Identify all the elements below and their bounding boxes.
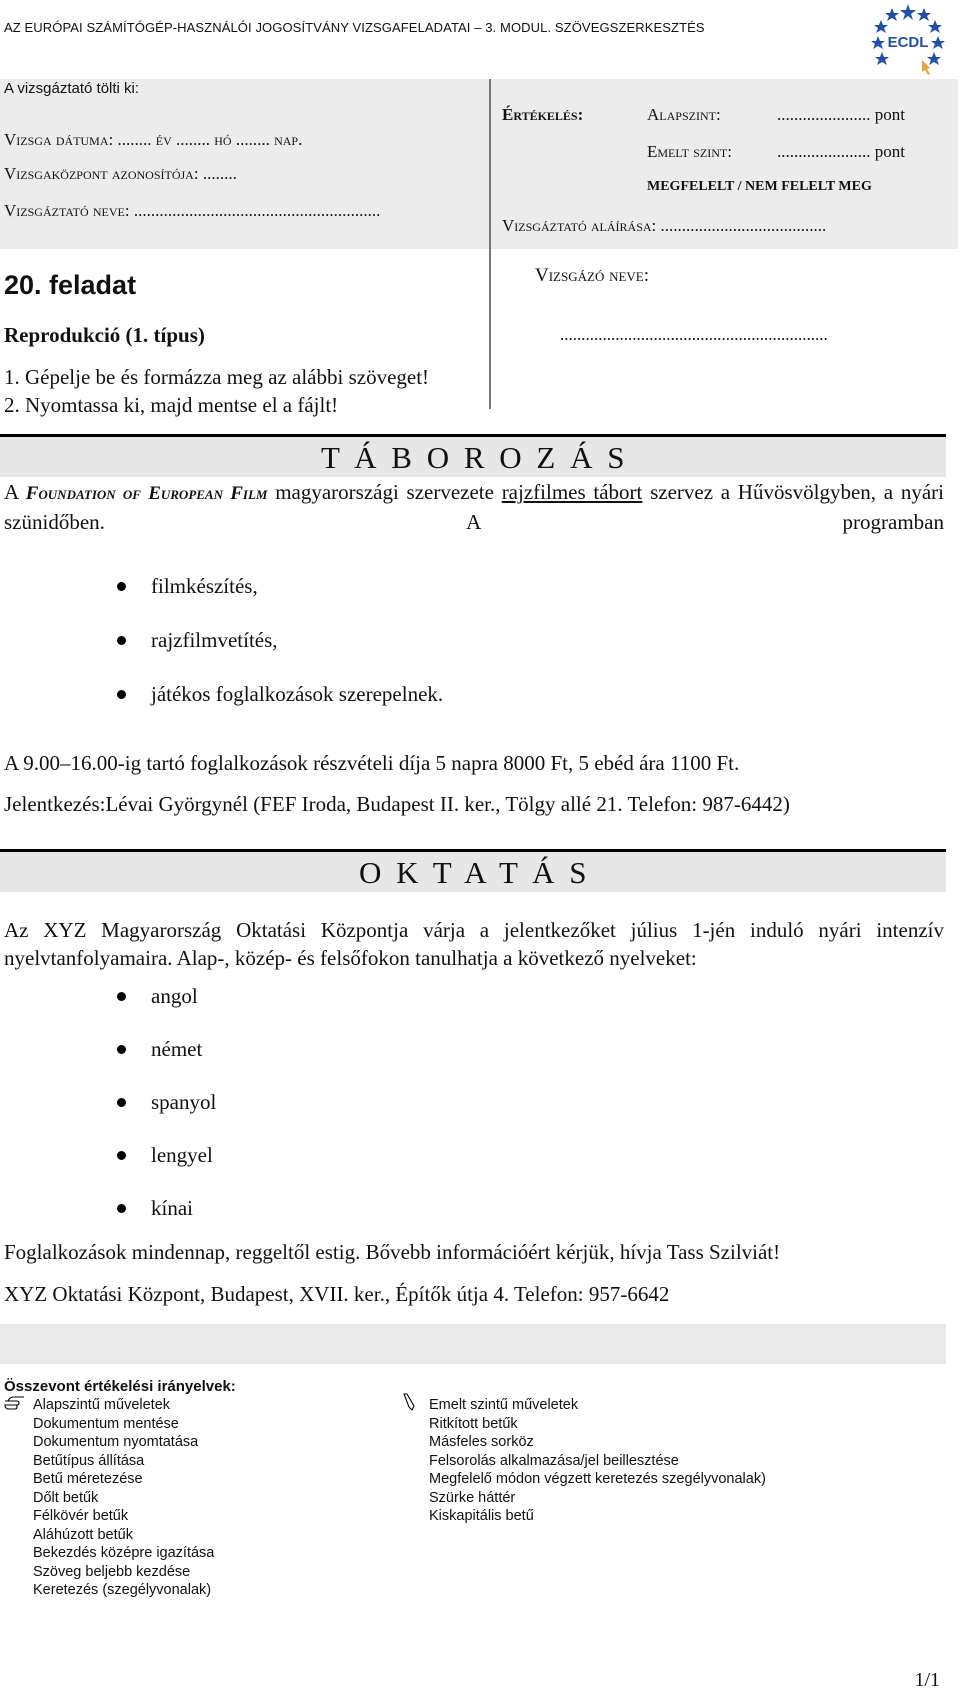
bullet-icon	[117, 1045, 126, 1054]
language-item: lengyel	[151, 1143, 213, 1167]
fee-line: A 9.00–16.00-ig tartó foglalkozások részvételi díja 5 napra 8000 Ft, 5 ebéd ára 1100 Ft.	[4, 751, 740, 775]
section2-intro: Az XYZ Magyarország Oktatási Központja várja a jelentkezőket július 1-jén induló nyári intenzív nyelvtanfolyamaira. Alap-, közép- és felsőfokon tanulhatja a következő nyelveket:	[4, 918, 944, 970]
underlined-text: rajzfilmes tábort	[501, 480, 643, 504]
advanced-guideline-item: Szürke háttér	[429, 1489, 516, 1506]
language-item: angol	[151, 984, 198, 1008]
task-step-1: 1. Gépelje be és formázza meg az alábbi szöveget!	[4, 365, 430, 389]
ecdl-logo-text: ECDL	[887, 34, 929, 51]
basic-guideline-item: Dokumentum nyomtatása	[33, 1434, 199, 1450]
pencil-icon	[400, 1393, 418, 1411]
vertical-divider	[489, 79, 491, 409]
examiner-fill-title: A vizsgáztató tölti ki:	[4, 80, 140, 97]
contact-line: Jelentkezés:Lévai Györgynél (FEF Iroda, Budapest II. ker., Tölgy allé 21. Telefon: 987-6442)	[4, 792, 790, 816]
bullet-icon	[117, 1204, 126, 1213]
signature-field: Vizsgáztató aláírása: .......................................	[502, 216, 827, 235]
address-line: XYZ Oktatási Központ, Budapest, XVII. ker., Építők útja 4. Telefon: 957-6642	[4, 1282, 670, 1306]
pass-fail-label: MEGFELELT / NEM FELELT MEG	[647, 179, 872, 194]
ecdl-logo	[864, 0, 952, 76]
document-header: AZ EURÓPAI SZÁMÍTÓGÉP-HASZNÁLÓI JOGOSÍTVÁNY VIZSGAFELADATAI – 3. MODUL. SZÖVEGSZERKESZTÉS	[4, 20, 705, 35]
bullet-icon	[117, 582, 126, 591]
grey-separator-band	[0, 1324, 946, 1364]
bullet-icon	[117, 1151, 126, 1160]
language-item: német	[151, 1037, 203, 1061]
basic-guideline-item: Félkövér betűk	[33, 1508, 129, 1524]
basic-guideline-item: Betű méretezése	[33, 1471, 143, 1487]
ecdl-stars-icon	[864, 0, 952, 76]
advanced-guideline-item: Ritkított betűk	[429, 1415, 518, 1432]
page-number: 1/1	[914, 1669, 940, 1691]
section1-intro: A Foundation of European Film magyarországi szervezete rajzfilmes tábort szervez a Hűvösvölgyben, a nyári szünidőben. A programban	[4, 480, 944, 534]
basic-guideline-item: Aláhúzott betűk	[33, 1526, 133, 1543]
task-title: 20. feladat	[4, 270, 137, 300]
examinee-name-field: ...............................................................	[560, 325, 828, 344]
evaluation-label: Értékelés:	[502, 105, 584, 124]
basic-points-field: ...................... pont	[777, 105, 905, 124]
list-item: rajzfilmvetítés,	[151, 628, 278, 652]
task-step-2: 2. Nyomtassa ki, majd mentse el a fájlt!	[4, 393, 339, 417]
org-name: Foundation of European Film	[25, 483, 268, 504]
basic-guideline-item: Alapszintű műveletek	[33, 1397, 171, 1413]
basic-guideline-item: Betűtípus állítása	[33, 1452, 145, 1469]
section-heading-oktatas: O K T A T Á S	[0, 849, 946, 892]
examiner-name-field: Vizsgáztató neve: ..........................................................	[4, 201, 381, 220]
pointing-hand-icon	[4, 1395, 26, 1411]
basic-guideline-item: Dőlt betűk	[33, 1489, 99, 1506]
section-heading-taborozas: T Á B O R O Z Á S	[0, 434, 946, 477]
task-subtitle: Reprodukció (1. típus)	[4, 323, 205, 347]
advanced-guideline-item: Kiskapitális betű	[429, 1508, 534, 1524]
advanced-guideline-item: Másfeles sorköz	[429, 1434, 534, 1450]
bullet-icon	[117, 690, 126, 699]
language-item: spanyol	[151, 1090, 217, 1114]
bullet-icon	[117, 636, 126, 645]
list-item: játékos foglalkozások szerepelnek.	[151, 682, 444, 706]
basic-guideline-item: Szöveg beljebb kezdése	[33, 1563, 191, 1580]
guidelines-title: Összevont értékelési irányelvek:	[4, 1378, 236, 1395]
basic-level-label: Alapszint:	[647, 105, 721, 124]
advanced-points-field: ...................... pont	[777, 142, 905, 161]
list-item: filmkészítés,	[151, 574, 258, 598]
schedule-line: Foglalkozások mindennap, reggeltől estig. Bővebb információért kérjük, hívja Tass Szilviát!	[4, 1240, 781, 1264]
advanced-guideline-item: Megfelelő módon végzett keretezés szegélyvonalak)	[429, 1471, 766, 1487]
basic-guideline-item: Dokumentum mentése	[33, 1415, 179, 1432]
advanced-level-label: Emelt szint:	[647, 142, 732, 161]
advanced-guideline-item: Emelt szintű műveletek	[429, 1397, 579, 1413]
center-id-field: Vizsgaközpont azonosítója: ........	[4, 164, 237, 183]
bullet-icon	[117, 992, 126, 1001]
exam-date-field: Vizsga dátuma: ........ év ........ hó ........ nap.	[4, 130, 303, 149]
bullet-icon	[117, 1098, 126, 1107]
examinee-name-label: Vizsgázó neve:	[535, 265, 650, 286]
basic-guideline-item: Keretezés (szegélyvonalak)	[33, 1582, 212, 1598]
basic-guideline-item: Bekezdés középre igazítása	[33, 1545, 215, 1561]
advanced-guideline-item: Felsorolás alkalmazása/jel beillesztése	[429, 1452, 679, 1469]
language-item: kínai	[151, 1196, 193, 1220]
